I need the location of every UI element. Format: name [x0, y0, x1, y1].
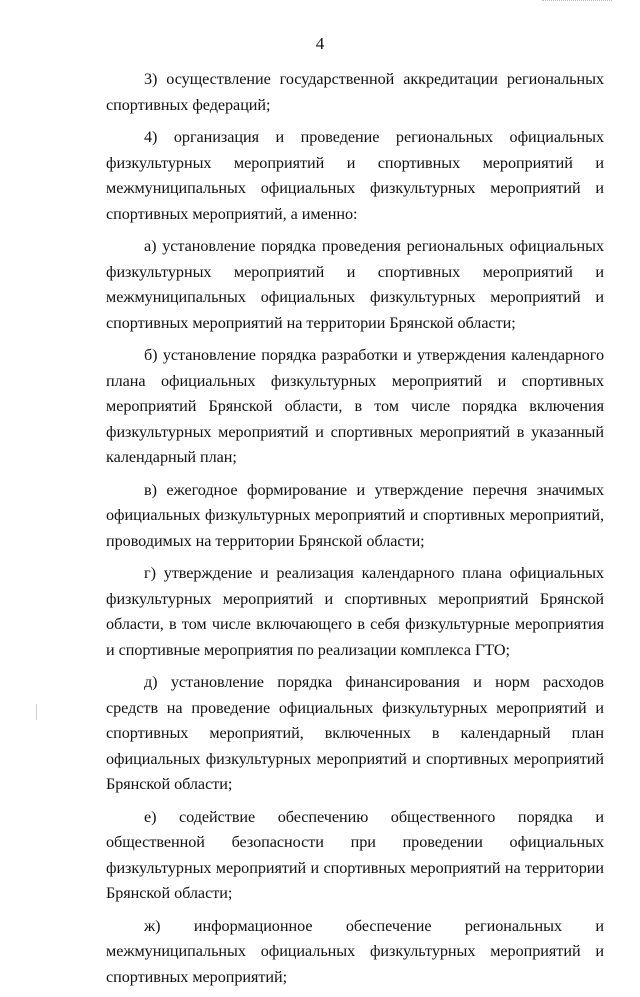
- paragraph-subitem-v: в) ежегодное формирование и утверждение перечня значимых официальных физкультурных мероприятий и спортивных мероприятий, проводимых на территории Брянской области;: [106, 480, 604, 550]
- scan-edge-mark: [542, 0, 612, 9]
- paragraph-item-4: 4) организация и проведение региональных официальных физкультурных мероприятий и спортивных мероприятий и межмуниципальных официальных физкультурных мероприятий и спортивных мероприятий, а именно:: [106, 128, 604, 223]
- page-number: 4: [315, 34, 325, 53]
- paragraph-subitem-d: д) установление порядка финансирования и норм расходов средств на проведение официальных физкультурных мероприятий и спортивных мероприятий, включенных в календарный план официальных физкультурных мероприятий и спортивных мероприятий Брянской области;: [106, 673, 604, 793]
- paragraph-subitem-a: а) установление порядка проведения региональных официальных физкультурных мероприятий и спортивных мероприятий и межмуниципальных официальных физкультурных мероприятий и спортивных мероприятий на территории Брянской области;: [106, 237, 604, 332]
- paragraph-subitem-b: б) установление порядка разработки и утверждения календарного плана официальных физкультурных мероприятий и спортивных мероприятий Брянской области, в том числе порядка включения физкультурных мероприятий и спортивных мероприятий в указанный календарный план;: [106, 346, 604, 466]
- document-body: [106, 67, 604, 997]
- scan-margin-mark: [36, 704, 37, 720]
- paragraph-subitem-e: е) содействие обеспечению общественного порядка и общественной безопасности при проведении официальных физкультурных мероприятий и спортивных мероприятий на территории Брянской области;: [106, 807, 604, 902]
- paragraph-subitem-g: г) утверждение и реализация календарного плана официальных физкультурных мероприятий и спортивных мероприятий Брянской области, в том числе включающего в себя физкультурные мероприятия и спортивные мероприятия по реализации комплекса ГТО;: [106, 564, 604, 659]
- paragraph-subitem-zh: ж) информационное обеспечение региональных и межмуниципальных официальных физкультурных мероприятий и спортивных мероприятий;: [106, 916, 604, 986]
- paragraph-item-3: 3) осуществление государственной аккредитации региональных спортивных федераций;: [106, 70, 604, 114]
